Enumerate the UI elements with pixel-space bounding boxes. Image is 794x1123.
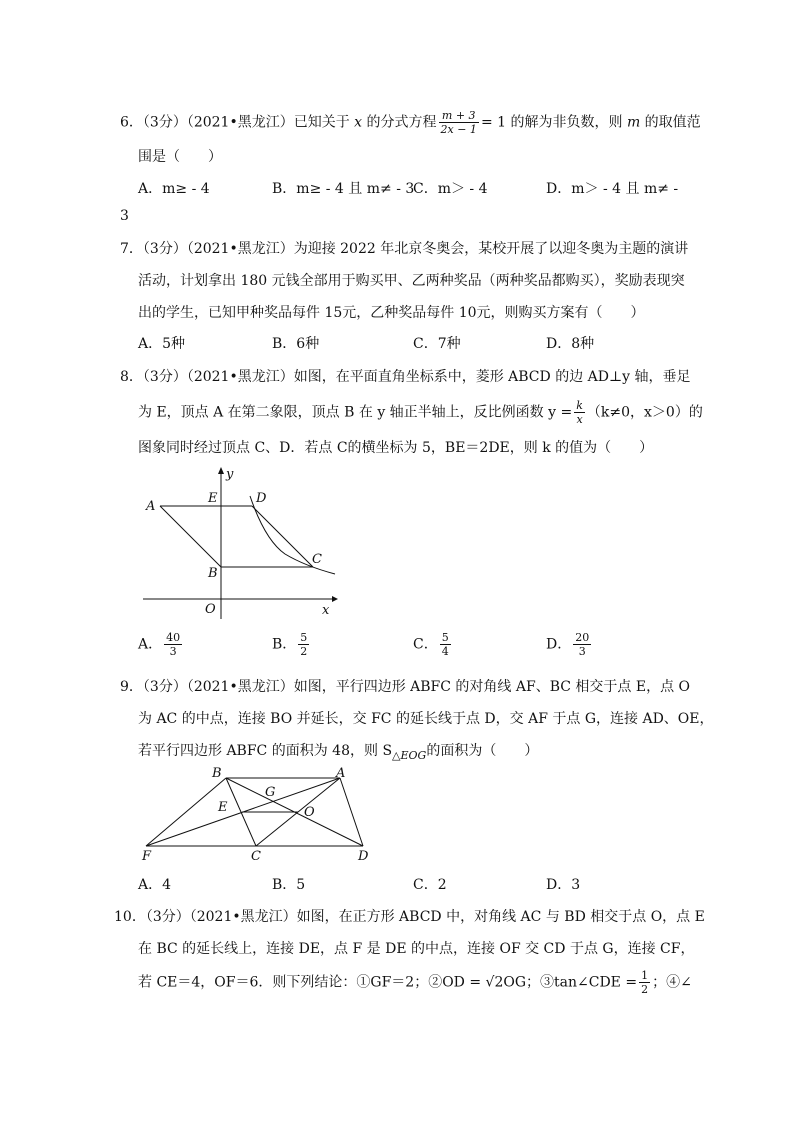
q8-label-c: C [312, 552, 322, 567]
q8-option-c-den: 4 [441, 645, 449, 658]
q9-line3 [138, 740, 538, 762]
q8-y-arrow-icon [218, 467, 224, 474]
q8-option-c-num: 5 [441, 631, 449, 644]
q6-text4: 的取值范 [644, 114, 701, 131]
q8-option-b-den: 2 [300, 645, 308, 658]
q9-option-b: B．5 [272, 877, 306, 893]
q8-label-o: O [205, 602, 216, 617]
q8-label-y: y [226, 467, 234, 482]
q8-label-d: D [256, 491, 267, 506]
q6-var-m: m [626, 114, 641, 131]
q7-option-b: B．6种 [272, 336, 320, 352]
q8-line2b: （k≠0，x＞0）的 [586, 404, 703, 421]
q8-option-d-label: D． [546, 636, 572, 653]
q8-label-e: E [208, 491, 218, 506]
q7-line1: 7．（3分）（2021•黑龙江）为迎接 2022 年北京冬奥会，某校开展了以迎冬奥为主题的演讲 [120, 241, 689, 257]
q6-frac-den: 2x − 1 [440, 123, 477, 136]
q8-option-d [546, 632, 593, 657]
q10-line3c: ；④∠ [652, 974, 692, 991]
q7-line3: 出的学生，已知甲种奖品每件 15元，乙种奖品每件 10元，则购买方案有（ ） [138, 305, 645, 321]
q6-fraction [439, 110, 479, 135]
q6-line1 [120, 110, 701, 135]
q8-option-d-num: 20 [575, 631, 590, 644]
q8-frac-den: x [576, 413, 583, 426]
q8-hyperbola [250, 496, 335, 574]
q8-fraction [574, 400, 585, 425]
q8-label-a: A [146, 499, 156, 514]
q8-label-b: B [208, 566, 218, 581]
q8-label-x: x [322, 603, 330, 618]
q8-option-c-label: C． [413, 636, 438, 653]
q9-line2: 为 AC 的中点，连接 BO 并延长，交 FC 的延长线于点 D，交 AF 于点 G，连接 AD、OE， [138, 711, 714, 727]
q6-option-b: B．m≥ - 4 且 m≠ - 3 [272, 181, 415, 197]
q8-option-a-num: 40 [166, 631, 181, 644]
q6-text2: 的分式方程 [366, 114, 437, 131]
q8-option-b-num: 5 [300, 631, 308, 644]
q6-frac-num: m + 3 [439, 110, 479, 123]
q7-option-a: A．5种 [138, 336, 186, 352]
q10-frac-num: 1 [641, 969, 649, 982]
q8-option-a [138, 632, 184, 657]
q9-label-b: B [212, 766, 222, 781]
q6-option-a: A．m≥ - 4 [138, 181, 210, 197]
q8-figure [140, 462, 345, 622]
q6-text1: 已知关于 [293, 114, 350, 131]
q10-sqrt: √2 [485, 974, 504, 991]
q6-option-d: D．m＞ - 4 且 m≠ - [546, 181, 679, 197]
q8-option-d-den: 3 [578, 645, 586, 658]
q6-var-x: x [354, 114, 363, 131]
q10-fraction [639, 970, 650, 995]
q8-option-c [413, 632, 453, 657]
q8-line2a: 为 E，顶点 A 在第二象限，顶点 B 在 y 轴正半轴上，反比例函数 y = [138, 404, 573, 421]
q10-line1: 10．（3分）（2021•黑龙江）如图，在正方形 ABCD 中，对角线 AC 与 BD 相交于点 O，点 E [114, 909, 705, 925]
q6-option-c: C．m＞ - 4 [413, 181, 488, 197]
q9-line3a: 若平行四边形 ABFC 的面积为 48，则 S [138, 743, 393, 759]
q6-line2: 围是（ ） [138, 149, 222, 165]
q8-option-a-den: 3 [169, 645, 177, 658]
q9-label-o: O [304, 805, 315, 820]
q9-line3b: 的面积为（ ） [426, 743, 539, 759]
q9-segment-bf [146, 778, 226, 846]
q9-option-c: C．2 [413, 877, 447, 893]
q9-line1: 9．（3分）（2021•黑龙江）如图，平行四边形 ABFC 的对角线 AF、BC 相交于点 E，点 O [120, 679, 691, 695]
q8-line1: 8．（3分）（2021•黑龙江）如图，在平面直角坐标系中，菱形 ABCD 的边 AD⊥y 轴，垂足 [120, 369, 691, 385]
q9-label-f: F [142, 849, 152, 864]
q7-option-d: D．8种 [546, 336, 595, 352]
q9-option-d: D．3 [546, 877, 581, 893]
q9-figure [138, 764, 378, 864]
q8-line2 [138, 400, 703, 425]
q9-label-c: C [251, 849, 261, 864]
q8-option-b [272, 632, 311, 657]
q9-option-a: A．4 [138, 877, 172, 893]
q8-x-arrow-icon [332, 596, 338, 602]
q8-option-a-label: A． [138, 636, 163, 653]
q9-label-a: A [336, 766, 346, 781]
q10-line3 [138, 970, 692, 995]
q8-line3: 图象同时经过顶点 C、D．若点 C的横坐标为 5，BE＝2DE，则 k 的值为（ ） [138, 440, 654, 456]
q8-segment-ab [160, 506, 221, 567]
q10-line2: 在 BC 的延长线上，连接 DE，点 F 是 DE 的中点，连接 OF 交 CD 于点 G，连接 CF， [138, 941, 695, 957]
q6-option-d-cont: 3 [120, 208, 129, 224]
q8-frac-num: k [576, 399, 583, 412]
q8-option-b-label: B． [272, 636, 297, 653]
q7-option-c: C．7种 [413, 336, 461, 352]
q7-line2: 活动，计划拿出 180 元钱全部用于购买甲、乙两种奖品（两种奖品都购买），奖励表现突 [138, 273, 685, 289]
q9-label-g: G [265, 785, 276, 800]
q6-text3: = 1 的解为非负数，则 [480, 114, 623, 131]
q9-label-e: E [218, 800, 228, 815]
q10-frac-den: 2 [641, 983, 649, 996]
q9-label-d: D [358, 849, 369, 864]
q9-area-subscript: △EOG [392, 748, 427, 762]
q8-segment-dc [252, 506, 313, 567]
q10-line3b: OG；③tan∠CDE = [503, 974, 638, 991]
q6-number: 6．（3分）（2021•黑龙江） [120, 114, 294, 131]
q10-line3a: 若 CE＝4，OF＝6．则下列结论：①GF＝2；②OD = [138, 974, 482, 991]
